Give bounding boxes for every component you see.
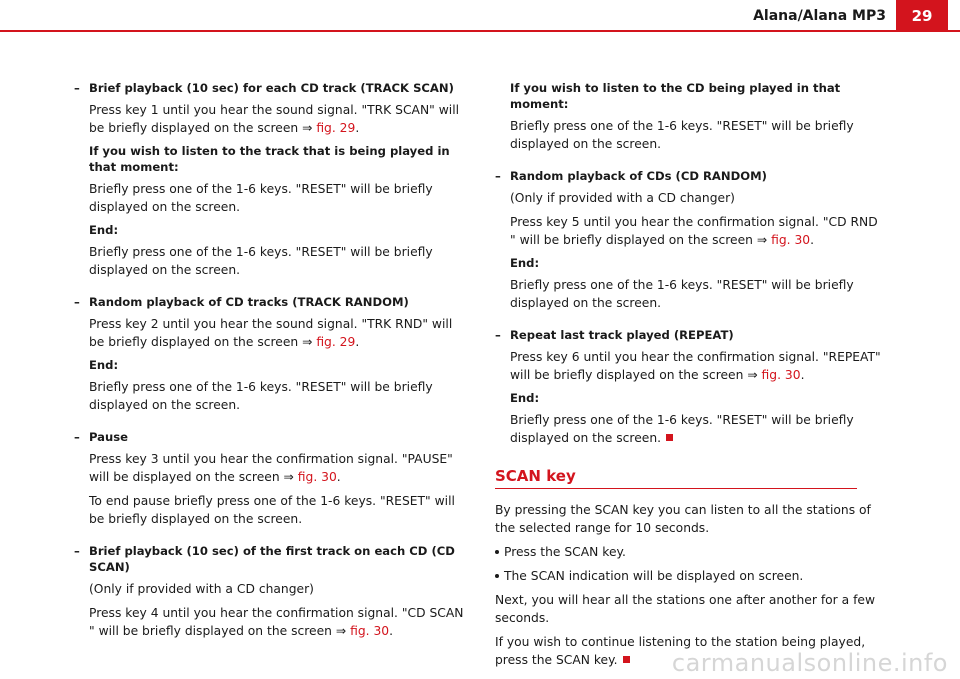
- paragraph: Briefly press one of the 1-6 keys. "RESET" will be briefly displayed on the screen.: [89, 182, 433, 214]
- end-of-section-marker: [666, 434, 673, 441]
- figure-link[interactable]: fig. 29: [316, 121, 356, 135]
- paragraph: Press key 5 until you hear the confirmation signal. "CD RND " will be briefly displayed on the screen ⇒ fig. 30.: [510, 215, 878, 247]
- paragraph: Briefly press one of the 1-6 keys. "RESET" will be briefly displayed on the screen.: [510, 413, 854, 445]
- paragraph: Briefly press one of the 1-6 keys. "RESET" will be briefly displayed on the screen.: [89, 380, 433, 412]
- section-heading-pause: – Pause: [74, 430, 129, 444]
- sub-heading: If you wish to listen to the track that is being played in that moment:: [89, 144, 450, 174]
- running-title: Alana/Alana MP3: [753, 8, 886, 24]
- section-heading-cd-random: – Random playback of CDs (CD RANDOM): [495, 169, 767, 183]
- page-number: 29: [896, 0, 948, 30]
- sub-heading: End:: [89, 358, 119, 372]
- bullet-item: Press the SCAN key.: [495, 543, 887, 561]
- paragraph: Press key 2 until you hear the sound signal. "TRK RND" will be briefly displayed on the screen ⇒ fig. 29.: [89, 317, 453, 349]
- paragraph: Briefly press one of the 1-6 keys. "RESET" will be briefly displayed on the screen.: [510, 278, 854, 310]
- bullet-item: The SCAN indication will be displayed on screen.: [495, 567, 887, 585]
- end-of-section-marker: [623, 656, 630, 663]
- paragraph: Briefly press one of the 1-6 keys. "RESET" will be briefly displayed on the screen.: [89, 245, 433, 277]
- bullet-icon: [495, 550, 499, 554]
- paragraph: Press key 3 until you hear the confirmation signal. "PAUSE" will be displayed on the screen ⇒ fig. 30.: [89, 452, 453, 484]
- right-column: [495, 80, 887, 675]
- sub-heading: End:: [510, 256, 540, 270]
- paragraph: Next, you will hear all the stations one after another for a few seconds.: [495, 593, 876, 625]
- paragraph: Press key 6 until you hear the confirmation signal. "REPEAT" will be briefly displayed on the screen ⇒ fig. 30.: [510, 350, 881, 382]
- paragraph: If you wish to continue listening to the station being played, press the SCAN key.: [495, 635, 866, 667]
- paragraph: (Only if provided with a CD changer): [89, 582, 314, 596]
- paragraph: Press key 1 until you hear the sound signal. "TRK SCAN" will be briefly displayed on the screen ⇒ fig. 29.: [89, 103, 460, 135]
- paragraph: By pressing the SCAN key you can listen to all the stations of the selected range for 10 seconds.: [495, 503, 871, 535]
- left-column: [74, 80, 464, 646]
- section-heading-repeat: – Repeat last track played (REPEAT): [495, 328, 734, 342]
- paragraph: (Only if provided with a CD changer): [510, 191, 735, 205]
- figure-link[interactable]: fig. 30: [297, 470, 337, 484]
- section-heading-track-random: – Random playback of CD tracks (TRACK RANDOM): [74, 295, 409, 309]
- sub-heading: End:: [89, 223, 119, 237]
- section-heading-track-scan: – Brief playback (10 sec) for each CD track (TRACK SCAN): [74, 81, 454, 95]
- figure-link[interactable]: fig. 30: [761, 368, 801, 382]
- section-heading-cd-scan: – Brief playback (10 sec) of the first track on each CD (CD SCAN): [74, 544, 455, 574]
- paragraph: To end pause briefly press one of the 1-6 keys. "RESET" will be briefly displayed on the screen.: [89, 494, 455, 526]
- header-rule: [0, 30, 960, 32]
- section-title-scan-key: SCAN key: [495, 467, 857, 489]
- bullet-icon: [495, 574, 499, 578]
- sub-heading: End:: [510, 391, 540, 405]
- figure-link[interactable]: fig. 29: [316, 335, 356, 349]
- figure-link[interactable]: fig. 30: [771, 233, 811, 247]
- paragraph: Briefly press one of the 1-6 keys. "RESET" will be briefly displayed on the screen.: [510, 119, 854, 151]
- paragraph: Press key 4 until you hear the confirmation signal. "CD SCAN " will be briefly displayed on the screen ⇒ fig. 30.: [89, 606, 464, 638]
- sub-heading: If you wish to listen to the CD being played in that moment:: [510, 81, 841, 111]
- watermark: carmanualsonline.info: [671, 649, 948, 677]
- figure-link[interactable]: fig. 30: [350, 624, 390, 638]
